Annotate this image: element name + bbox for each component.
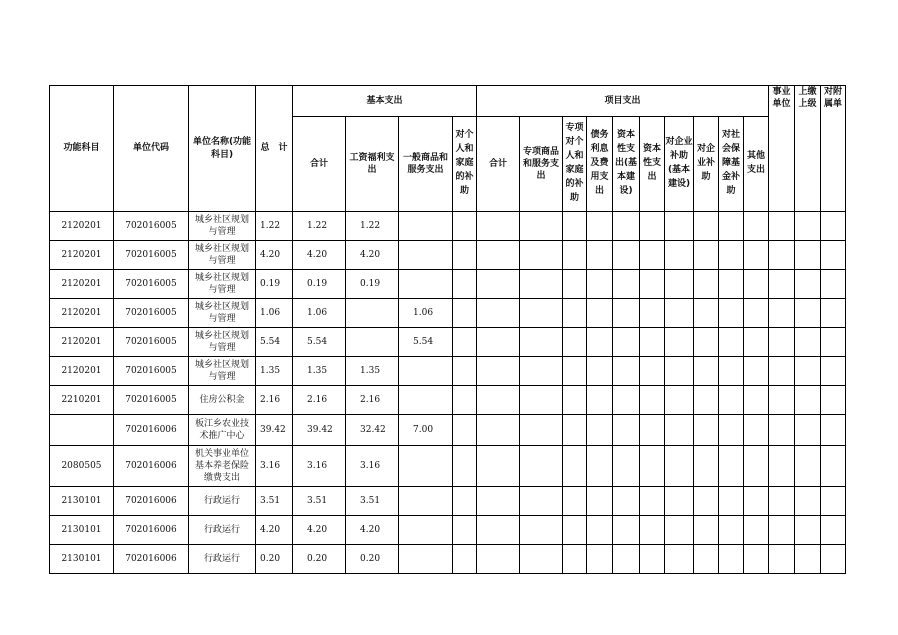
unit-name-cell: 行政运行 <box>189 545 256 574</box>
header-project-subtotal: 合计 <box>477 117 520 212</box>
basic-total-cell: 1.35 <box>293 357 346 386</box>
basic-total-cell: 4.20 <box>293 516 346 545</box>
basic-total-cell: 0.19 <box>293 270 346 299</box>
table-row <box>50 357 846 386</box>
subject-cell: 2080505 <box>50 446 114 487</box>
goods-cell <box>399 241 453 270</box>
unit-code-cell: 702016006 <box>114 516 189 545</box>
unit-name-cell: 城乡社区规划与管理 <box>189 299 256 328</box>
header-project-special-family: 专项对个人和家庭的补助 <box>563 117 587 212</box>
subject-cell: 2120201 <box>50 212 114 241</box>
total-cell: 0.20 <box>256 545 293 574</box>
total-cell: 5.54 <box>256 328 293 357</box>
header-project-special-goods: 专项商品和服务支出 <box>520 117 563 212</box>
header-basic-subtotal: 合计 <box>293 117 346 212</box>
subject-cell: 2130101 <box>50 516 114 545</box>
expenditure-table <box>49 85 846 574</box>
table-row <box>50 516 846 545</box>
total-cell: 1.22 <box>256 212 293 241</box>
unit-code-cell: 702016005 <box>114 357 189 386</box>
table-row <box>50 212 846 241</box>
wages-cell: 0.19 <box>346 270 399 299</box>
goods-cell <box>399 545 453 574</box>
goods-cell <box>399 357 453 386</box>
header-project-debt: 债务利息及费用支出 <box>587 117 613 212</box>
header-project: 项目支出 <box>477 86 769 117</box>
subject-cell: 2120201 <box>50 299 114 328</box>
total-cell: 2.16 <box>256 386 293 415</box>
goods-cell: 5.54 <box>399 328 453 357</box>
unit-name-cell: 行政运行 <box>189 487 256 516</box>
unit-code-cell: 702016005 <box>114 299 189 328</box>
subject-cell <box>50 415 114 446</box>
wages-cell: 0.20 <box>346 545 399 574</box>
total-cell: 3.16 <box>256 446 293 487</box>
goods-cell <box>399 487 453 516</box>
total-cell: 4.20 <box>256 516 293 545</box>
subject-cell: 2130101 <box>50 545 114 574</box>
table-row <box>50 415 846 446</box>
basic-total-cell: 1.06 <box>293 299 346 328</box>
header-public-unit: 事业单位 <box>769 86 795 212</box>
total-cell: 1.06 <box>256 299 293 328</box>
basic-total-cell: 1.22 <box>293 212 346 241</box>
header-basic-family: 对个人和家庭的补助 <box>453 117 477 212</box>
unit-code-cell: 702016006 <box>114 487 189 516</box>
goods-cell: 7.00 <box>399 415 453 446</box>
wages-cell: 4.20 <box>346 241 399 270</box>
goods-cell <box>399 516 453 545</box>
unit-code-cell: 702016005 <box>114 386 189 415</box>
unit-name-cell: 城乡社区规划与管理 <box>189 328 256 357</box>
unit-name-cell: 城乡社区规划与管理 <box>189 357 256 386</box>
unit-code-cell: 702016005 <box>114 328 189 357</box>
unit-name-cell: 城乡社区规划与管理 <box>189 241 256 270</box>
unit-name-cell: 城乡社区规划与管理 <box>189 270 256 299</box>
table-row <box>50 386 846 415</box>
goods-cell <box>399 386 453 415</box>
subject-cell: 2130101 <box>50 487 114 516</box>
table-row <box>50 241 846 270</box>
wages-cell: 3.51 <box>346 487 399 516</box>
basic-total-cell: 2.16 <box>293 386 346 415</box>
wages-cell: 1.35 <box>346 357 399 386</box>
basic-total-cell: 5.54 <box>293 328 346 357</box>
wages-cell: 2.16 <box>346 386 399 415</box>
goods-cell <box>399 212 453 241</box>
goods-cell <box>399 270 453 299</box>
total-cell: 4.20 <box>256 241 293 270</box>
table-row <box>50 328 846 357</box>
unit-code-cell: 702016005 <box>114 270 189 299</box>
header-unit-code: 单位代码 <box>114 86 189 212</box>
header-to-affiliate: 对附属单 <box>821 86 846 212</box>
wages-cell: 1.22 <box>346 212 399 241</box>
unit-code-cell: 702016005 <box>114 212 189 241</box>
header-subject: 功能科目 <box>50 86 114 212</box>
unit-code-cell: 702016005 <box>114 241 189 270</box>
header-basic-wages: 工资福利支出 <box>346 117 399 212</box>
wages-cell: 3.16 <box>346 446 399 487</box>
unit-name-cell: 住房公积金 <box>189 386 256 415</box>
total-cell: 3.51 <box>256 487 293 516</box>
header-to-superior: 上缴上级 <box>795 86 821 212</box>
total-cell: 0.19 <box>256 270 293 299</box>
subject-cell: 2120201 <box>50 328 114 357</box>
header-project-enterprise-construction: 对企业补助(基本建设) <box>665 117 694 212</box>
unit-code-cell: 702016006 <box>114 446 189 487</box>
total-cell: 1.35 <box>256 357 293 386</box>
wages-cell <box>346 328 399 357</box>
table-row <box>50 487 846 516</box>
table-row <box>50 299 846 328</box>
basic-total-cell: 0.20 <box>293 545 346 574</box>
basic-total-cell: 4.20 <box>293 241 346 270</box>
table-row <box>50 545 846 574</box>
header-basic: 基本支出 <box>293 86 477 117</box>
header-project-enterprise: 对企业补助 <box>694 117 719 212</box>
unit-code-cell: 702016006 <box>114 415 189 446</box>
unit-name-cell: 机关事业单位基本养老保险缴费支出 <box>189 446 256 487</box>
header-total: 总 计 <box>256 86 293 212</box>
unit-code-cell: 702016006 <box>114 545 189 574</box>
goods-cell <box>399 446 453 487</box>
header-unit-name: 单位名称(功能科目) <box>189 86 256 212</box>
unit-name-cell: 板江乡农业技术推广中心 <box>189 415 256 446</box>
wages-cell: 32.42 <box>346 415 399 446</box>
table-row <box>50 270 846 299</box>
subject-cell: 2120201 <box>50 241 114 270</box>
wages-cell: 4.20 <box>346 516 399 545</box>
total-cell: 39.42 <box>256 415 293 446</box>
goods-cell: 1.06 <box>399 299 453 328</box>
table-row <box>50 446 846 487</box>
header-project-capital: 资本性支出 <box>640 117 665 212</box>
header-basic-goods: 一般商品和服务支出 <box>399 117 453 212</box>
subject-cell: 2120201 <box>50 357 114 386</box>
unit-name-cell: 城乡社区规划与管理 <box>189 212 256 241</box>
subject-cell: 2120201 <box>50 270 114 299</box>
unit-name-cell: 行政运行 <box>189 516 256 545</box>
basic-total-cell: 3.16 <box>293 446 346 487</box>
basic-total-cell: 39.42 <box>293 415 346 446</box>
basic-total-cell: 3.51 <box>293 487 346 516</box>
subject-cell: 2210201 <box>50 386 114 415</box>
wages-cell <box>346 299 399 328</box>
header-project-social: 对社会保障基金补助 <box>719 117 744 212</box>
header-project-other: 其他支出 <box>744 117 769 212</box>
header-project-capital-construction: 资本性支出(基本建设) <box>613 117 640 212</box>
